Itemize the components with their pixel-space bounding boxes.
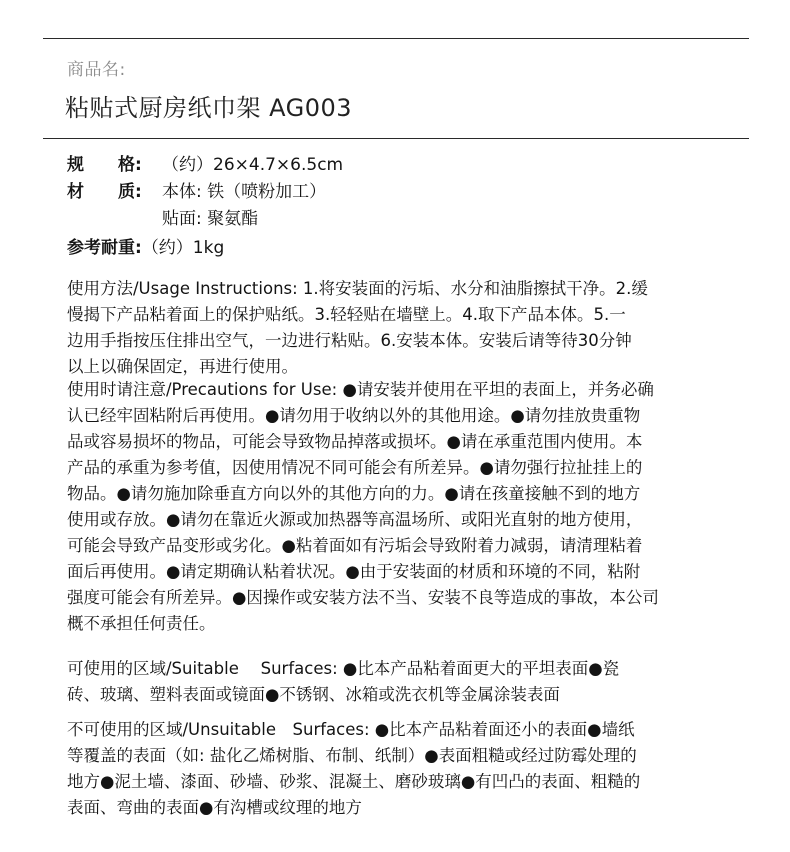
usage-line: 边用手指按压住排出空气，一边进行粘贴。6.安装本体。安装后请等待30分钟 (67, 331, 632, 350)
suitable-line: 可使用的区域/Suitable Surfaces: ●比本产品粘着面更大的平坦表面●瓷 (67, 659, 620, 678)
spec-size-value: （约）26×4.7×6.5cm (162, 155, 344, 175)
spec-weight-row (67, 235, 224, 261)
spec-weight-value: （约）1kg (141, 238, 225, 258)
precautions-line: 认已经牢固粘附后再使用。●请勿用于收纳以外的其他用途。●请勿挂放贵重物 (67, 406, 641, 425)
unsuitable-surfaces-section (67, 717, 757, 821)
unsuitable-line: 等覆盖的表面（如: 盐化乙烯树脂、布制、纸制）●表面粗糙或经过防霉处理的 (67, 746, 637, 765)
spec-size-label: 规 格: (67, 155, 142, 175)
spec-material-value: 本体: 铁（喷粉加工） (162, 182, 327, 202)
suitable-line: 砖、玻璃、塑料表面或镜面●不锈钢、冰箱或洗衣机等金属涂装表面 (67, 685, 560, 704)
header-divider (43, 138, 749, 139)
usage-line: 慢揭下产品粘着面上的保护贴纸。3.轻轻贴在墙壁上。4.取下产品本体。5.一 (67, 305, 626, 324)
unsuitable-line: 不可使用的区域/Unsuitable Surfaces: ●比本产品粘着面还小的表面●墙纸 (67, 720, 635, 739)
usage-instructions-section (67, 276, 757, 380)
precautions-line: 可能会导致产品变形或劣化。●粘着面如有污垢会导致附着力减弱，请清理粘着 (67, 536, 643, 555)
precautions-line: 物品。●请勿施加除垂直方向以外的其他方向的力。●请在孩童接触不到的地方 (67, 484, 641, 503)
spec-material-row (67, 179, 326, 205)
spec-material-sticker-value: 贴面: 聚氨酯 (162, 209, 259, 229)
precautions-line: 使用或存放。●请勿在靠近火源或加热器等高温场所、或阳光直射的地方使用， (67, 510, 643, 529)
product-title: 粘贴式厨房纸巾架 AG003 (65, 94, 353, 122)
spec-weight-label: 参考耐重: (67, 238, 142, 258)
precautions-line: 强度可能会有所差异。●因操作或安装方法不当、安装不良等造成的事故，本公司 (67, 588, 659, 607)
spec-material-sticker-row (67, 206, 258, 232)
unsuitable-line: 地方●泥土墙、漆面、砂墙、砂浆、混凝土、磨砂玻璃●有凹凸的表面、粗糙的 (67, 772, 641, 791)
precautions-line: 产品的承重为参考值，因使用情况不同可能会有所差异。●请勿强行拉扯挂上的 (67, 458, 643, 477)
suitable-surfaces-section (67, 656, 757, 708)
usage-line: 以上以确保固定，再进行使用。 (67, 357, 298, 376)
top-divider (43, 38, 749, 39)
usage-line: 使用方法/Usage Instructions: 1.将安装面的污垢、水分和油脂擦拭干净。2.缓 (67, 279, 648, 298)
precautions-line: 概不承担任何责任。 (67, 614, 216, 633)
precautions-line: 面后再使用。●请定期确认粘着状况。●由于安装面的材质和环境的不同，粘附 (67, 562, 641, 581)
product-name-label: 商品名: (67, 60, 126, 80)
spec-size-row (67, 152, 343, 178)
precautions-line: 使用时请注意/Precautions for Use: ●请安装并使用在平坦的表面上，并务必确 (67, 380, 654, 399)
unsuitable-line: 表面、弯曲的表面●有沟槽或纹理的地方 (67, 798, 362, 817)
spec-material-label: 材 质: (67, 182, 142, 202)
precautions-line: 品或容易损坏的物品，可能会导致物品掉落或损坏。●请在承重范围内使用。本 (67, 432, 643, 451)
precautions-section (67, 377, 757, 637)
